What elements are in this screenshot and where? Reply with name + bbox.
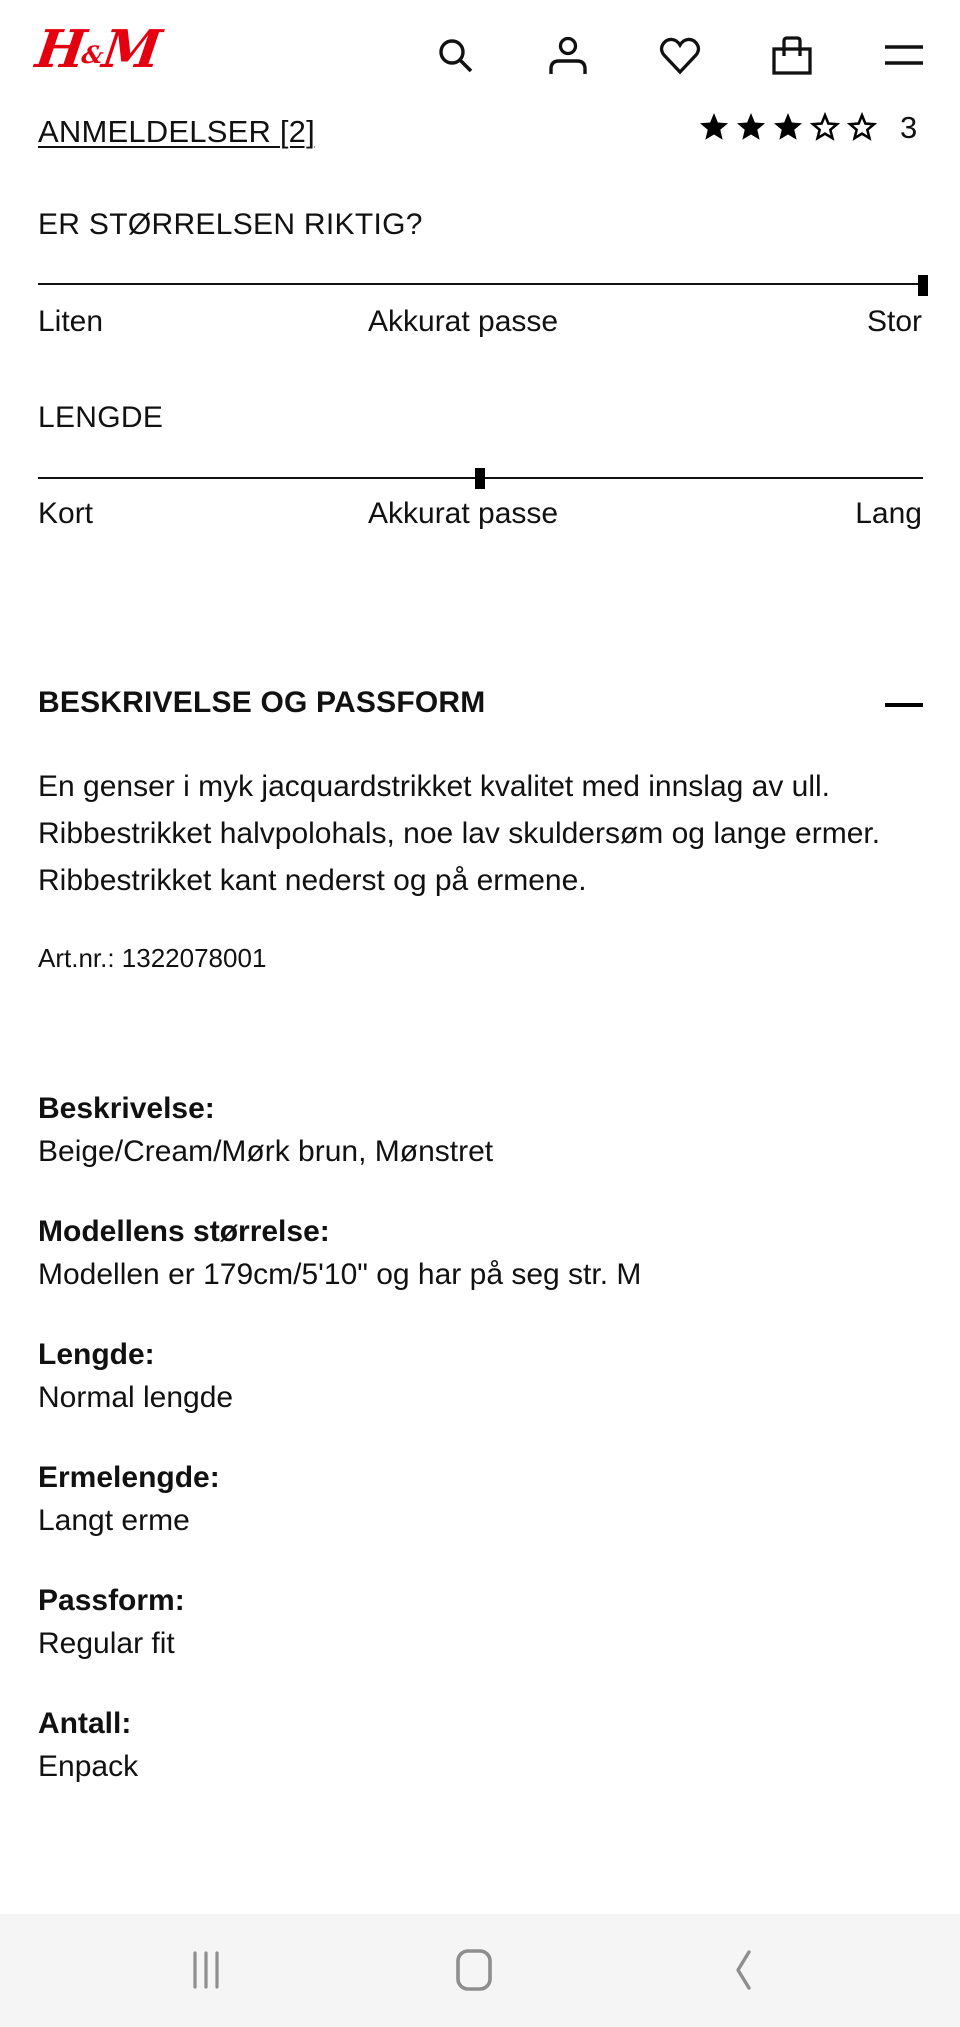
system-navigation-bar [0, 1914, 960, 2027]
attribute-description [38, 1088, 493, 1174]
reviews-link[interactable]: ANMELDELSER [2] [38, 114, 315, 149]
article-number: Art.nr.: 1322078001 [38, 943, 267, 973]
shopping-bag-button[interactable] [770, 34, 814, 78]
description-section-title[interactable]: BESKRIVELSE OG PASSFORM [38, 686, 486, 719]
attribute-value: Regular fit [38, 1627, 175, 1660]
attribute-length [38, 1334, 233, 1420]
attribute-value: Beige/Cream/Mørk brun, Mønstret [38, 1135, 494, 1168]
size-fit-label-just-right: Akkurat passe [368, 305, 559, 338]
size-fit-label-small: Liten [38, 305, 104, 338]
menu-icon [884, 44, 924, 68]
search-button[interactable] [434, 34, 478, 78]
recent-apps-button[interactable] [176, 1944, 236, 2000]
length-fit-label-just-right: Akkurat passe [368, 497, 559, 530]
attribute-quantity [38, 1703, 138, 1789]
length-fit-marker [475, 468, 485, 489]
attribute-value: Modellen er 179cm/5'10" og har på seg str. M [38, 1258, 642, 1291]
length-fit-title: LENGDE [38, 401, 164, 434]
attribute-value: Langt erme [38, 1504, 190, 1537]
attribute-value: Enpack [38, 1750, 139, 1783]
collapse-minus-icon[interactable] [885, 703, 923, 707]
menu-button[interactable] [882, 34, 926, 78]
account-icon [547, 35, 589, 77]
size-fit-label-large: Stor [866, 305, 922, 338]
back-chevron-icon [727, 1948, 757, 1997]
account-button[interactable] [546, 34, 590, 78]
logo-h: H [32, 19, 87, 80]
star-filled-icon [772, 111, 804, 143]
attribute-label: Beskrivelse: [38, 1092, 215, 1125]
home-button[interactable] [444, 1944, 504, 2000]
favorites-heart-icon [659, 36, 701, 76]
logo-amp: & [79, 40, 105, 69]
logo-m: M [98, 19, 163, 80]
shopping-bag-icon [771, 35, 813, 77]
star-rating [698, 109, 878, 145]
attribute-label: Passform: [38, 1584, 185, 1617]
favorites-button[interactable] [658, 34, 702, 78]
size-fit-track [38, 283, 923, 285]
length-fit-label-long: Lang [855, 497, 922, 530]
star-empty-icon [809, 111, 841, 143]
attribute-sleeve-length [38, 1457, 220, 1543]
search-icon [436, 36, 476, 76]
home-icon [454, 1948, 494, 1997]
recent-apps-icon [186, 1950, 226, 1995]
attribute-fit [38, 1580, 185, 1666]
attribute-value: Normal lengde [38, 1381, 234, 1414]
star-filled-icon [735, 111, 767, 143]
hm-logo[interactable] [31, 20, 162, 85]
attribute-label: Ermelengde: [38, 1461, 220, 1494]
star-empty-icon [846, 111, 878, 143]
site-header [0, 0, 960, 110]
attribute-label: Modellens størrelse: [38, 1215, 330, 1248]
size-fit-marker [918, 275, 928, 296]
product-description: En genser i myk jacquardstrikket kvalitet med innslag av ull. Ribbestrikket halvpolohals, noe lav skuldersøm og lange ermer. Ribbestrikket kant nederst og på ermene. [38, 770, 881, 897]
size-fit-title: ER STØRRELSEN RIKTIG? [38, 208, 423, 241]
attribute-label: Lengde: [38, 1338, 155, 1371]
attribute-model-size [38, 1211, 641, 1297]
rating-value: 3 [900, 110, 918, 145]
star-filled-icon [698, 111, 730, 143]
back-button[interactable] [712, 1944, 772, 2000]
attribute-label: Antall: [38, 1707, 132, 1740]
length-fit-label-short: Kort [38, 497, 94, 530]
